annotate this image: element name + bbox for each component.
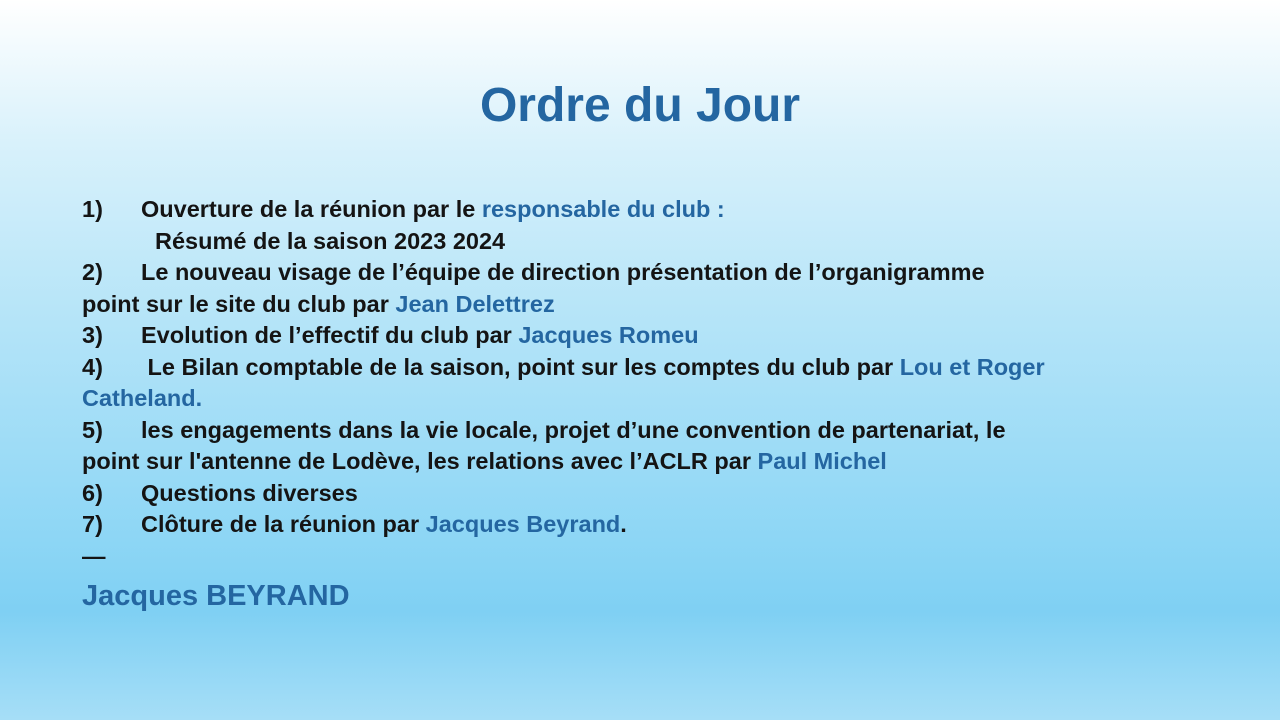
item-text: point sur l'antenne de Lodève, les relations avec l’ACLR par [82, 448, 758, 474]
item-number: 2) [82, 259, 103, 285]
item-text: Evolution de l’effectif du club par [141, 322, 519, 348]
item-suffix: . [620, 511, 627, 537]
item-text: les engagements dans la vie locale, projet d’une convention de partenariat, le [141, 416, 1006, 443]
item-number: 7) [82, 511, 103, 537]
item-text: Ouverture de la réunion par le [141, 196, 482, 222]
slide-title: Ordre du Jour [479, 79, 801, 132]
agenda-item-1-subline: Résumé de la saison 2023 2024 [155, 227, 506, 254]
item-text: Clôture de la réunion par [141, 511, 426, 537]
item-text: Questions diverses [141, 479, 358, 506]
agenda-item-1 [82, 194, 1192, 226]
agenda-item-4-continuation [82, 383, 1192, 415]
item-highlight: Catheland. [82, 385, 203, 411]
item-text: point sur le site du club par [82, 290, 396, 317]
signature: Jacques BEYRAND [82, 580, 350, 612]
agenda-item-2 [82, 257, 1192, 289]
agenda-item-5-continuation [82, 446, 1192, 478]
item-text: Le Bilan comptable de la saison, point sur les comptes du club par [141, 353, 900, 380]
item-highlight: Jean Delettrez [395, 290, 555, 317]
agenda-list [82, 194, 1192, 572]
item-number: 3) [82, 322, 103, 348]
agenda-item-2-continuation [82, 289, 1192, 321]
item-number: 4) [82, 353, 103, 380]
agenda-item-3 [82, 320, 1192, 352]
agenda-item-5 [82, 415, 1192, 447]
item-highlight: Lou et Roger [899, 353, 1045, 380]
item-number: 5) [82, 416, 103, 443]
agenda-item-6 [82, 478, 1192, 510]
item-number: 1) [82, 196, 103, 222]
agenda-item-7 [82, 509, 1192, 541]
agenda-item-4 [82, 352, 1192, 384]
item-text: Le nouveau visage de l’équipe de direction présentation de l’organigramme [141, 259, 985, 285]
item-highlight: Jacques Romeu [518, 322, 699, 348]
separator: — [82, 542, 106, 569]
item-highlight: Paul Michel [757, 448, 887, 474]
item-highlight: responsable du club : [481, 196, 725, 222]
item-highlight: Jacques Beyrand [425, 511, 621, 537]
item-number: 6) [82, 479, 103, 506]
